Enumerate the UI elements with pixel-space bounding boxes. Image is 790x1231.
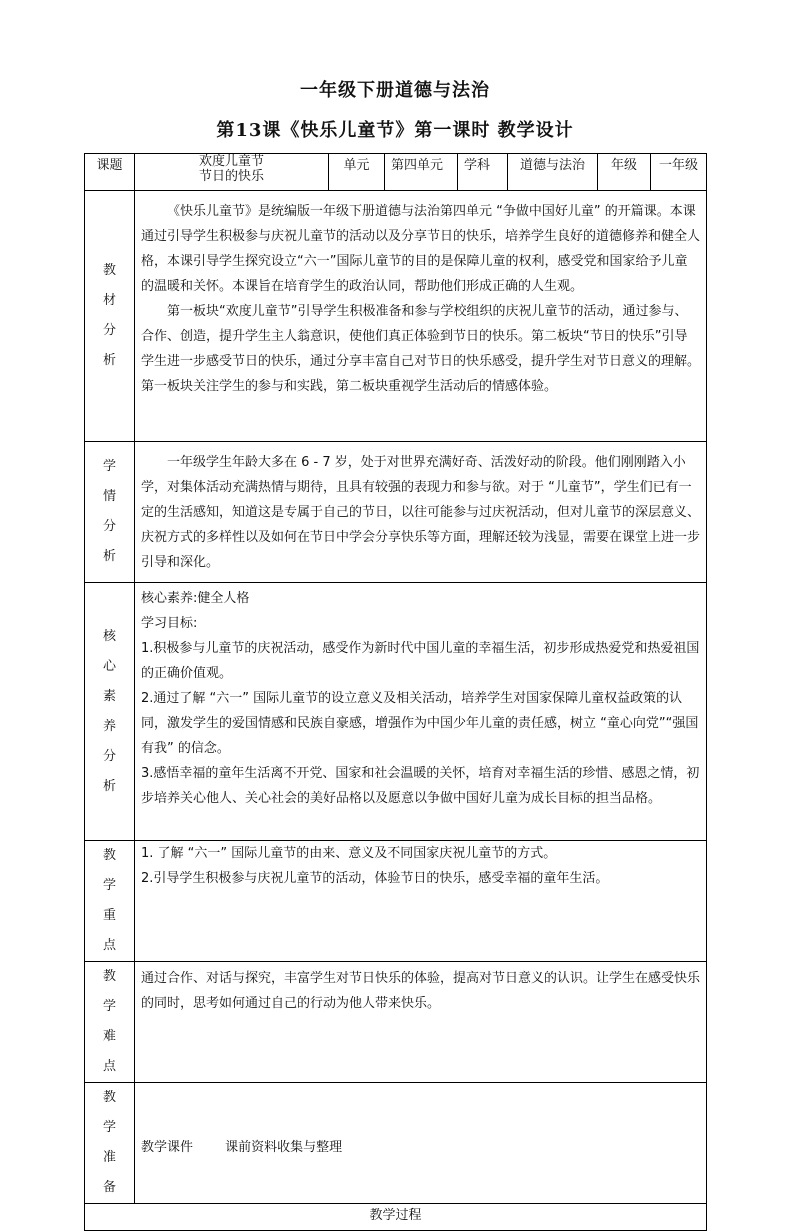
material-paragraph-2: 第一板块“欢度儿童节”引导学生积极准备和参与学校组织的庆祝儿童节的活动，通过参与、合作、创造，提升学生主人翁意识，使他们真正体验到节日的快乐。第二板块“节日的快乐”引导学生进一步感受节日的快乐，通过分享丰富自己对节日的快乐感受，提升学生对节日意义的理解。第一板块关注学生的参与和实践，第二板块重视学生活动后的情感体验。: [141, 304, 701, 394]
unit-value: 第四单元: [385, 154, 458, 191]
grade-label: 年级: [598, 154, 651, 191]
lesson-plan-table: [84, 153, 707, 1231]
topic-line-2: 节日的快乐: [198, 169, 264, 184]
topic-line-1: 欢度儿童节: [198, 154, 264, 169]
prep-item-courseware: 教学课件: [141, 1139, 194, 1155]
key-point-2: 2.引导学生积极参与庆祝儿童节的活动，体验节日的快乐，感受幸福的童年生活。: [141, 871, 609, 886]
learner-paragraph: 一年级学生年龄大多在 6 - 7 岁，处于对世界充满好奇、活泼好动的阶段。他们刚刚踏入小学，对集体活动充满热情与期待，且具有较强的表现力和参与欲。对于 “儿童节”，学生们已有一定的生活感知，知道这是专属于自己的节日，以往可能参与过庆祝活动，但对儿童节的深层意义、庆祝方式的多样性以及如何在节日中学会分享快乐等方面，理解还较为浅显，需要在课堂上进一步引导和深化。: [141, 455, 701, 570]
learning-goal-2: 2.通过了解 “六一” 国际儿童节的设立意义及相关活动，培养学生对国家保障儿童权益政策的认同，激发学生的爱国情感和民族自豪感，增强作为中国少年儿童的责任感，树立 “童心向党”“强国有我” 的信念。: [141, 691, 699, 756]
unit-label: 单元: [329, 154, 385, 191]
prep-item-materials: 课前资料收集与整理: [225, 1139, 343, 1155]
material-paragraph-1: 《快乐儿童节》是统编版一年级下册道德与法治第四单元 “争做中国好儿童” 的开篇课。本课通过引导学生积极参与庆祝儿童节的活动以及分享节日的快乐，培养学生良好的道德修养和健全人格，本课引导学生探究设立“六一”国际儿童节的目的是保障儿童的权利，感受党和国家给予儿童的温暖和关怀。本课旨在培育学生的政治认同，帮助他们形成正确的人生观。: [141, 204, 701, 294]
document-subtitle: 第13课《快乐儿童节》第一课时 教学设计: [216, 120, 574, 141]
subject-label: 学科: [458, 154, 508, 191]
key-point-1: 1. 了解 “六一” 国际儿童节的由来、意义及不同国家庆祝儿童节的方式。: [141, 846, 557, 861]
grade-value: 一年级: [651, 154, 707, 191]
core-literacy-line: 核心素养:健全人格: [141, 591, 250, 606]
preparation-row: [85, 1083, 707, 1204]
difficulty-label: 教学 难点: [85, 962, 135, 1083]
preparation-content: [135, 1083, 707, 1204]
learning-goal-3: 3.感悟幸福的童年生活离不开党、国家和社会温暖的关怀，培育对幸福生活的珍惜、感恩之情，初步培养关心他人、关心社会的美好品格以及愿意以争做中国好儿童为成长目标的担当品格。: [141, 766, 700, 806]
preparation-label: 教学 准备: [85, 1083, 135, 1204]
teaching-process-heading: 教学过程: [85, 1204, 707, 1231]
topic-value: [135, 154, 329, 191]
material-analysis-row: [85, 191, 707, 442]
subject-value: 道德与法治: [508, 154, 598, 191]
key-points-content: [135, 841, 707, 962]
topic-label: 课题: [85, 154, 135, 191]
learner-analysis-content: [135, 442, 707, 583]
material-analysis-label: 教材 分析: [85, 191, 135, 442]
learner-analysis-label: 学情 分析: [85, 442, 135, 583]
learning-goals-heading: 学习目标:: [141, 616, 198, 631]
header-row: [85, 154, 707, 191]
difficulty-row: [85, 962, 707, 1083]
teaching-process-row: [85, 1204, 707, 1231]
core-literacy-content: [135, 583, 707, 841]
learning-goal-1: 1.积极参与儿童节的庆祝活动，感受作为新时代中国儿童的幸福生活，初步形成热爱党和热爱祖国的正确价值观。: [141, 641, 700, 681]
difficulty-content: [135, 962, 707, 1083]
key-points-row: [85, 841, 707, 962]
core-literacy-row: [85, 583, 707, 841]
learner-analysis-row: [85, 442, 707, 583]
difficulty-text: 通过合作、对话与探究，丰富学生对节日快乐的体验，提高对节日意义的认识。让学生在感受快乐的同时，思考如何通过自己的行动为他人带来快乐。: [141, 971, 701, 1011]
key-points-label: 教学 重点: [85, 841, 135, 962]
material-analysis-content: [135, 191, 707, 442]
core-literacy-label: 核心 素养 分析: [85, 583, 135, 841]
document-title: 一年级下册道德与法治: [300, 80, 490, 101]
